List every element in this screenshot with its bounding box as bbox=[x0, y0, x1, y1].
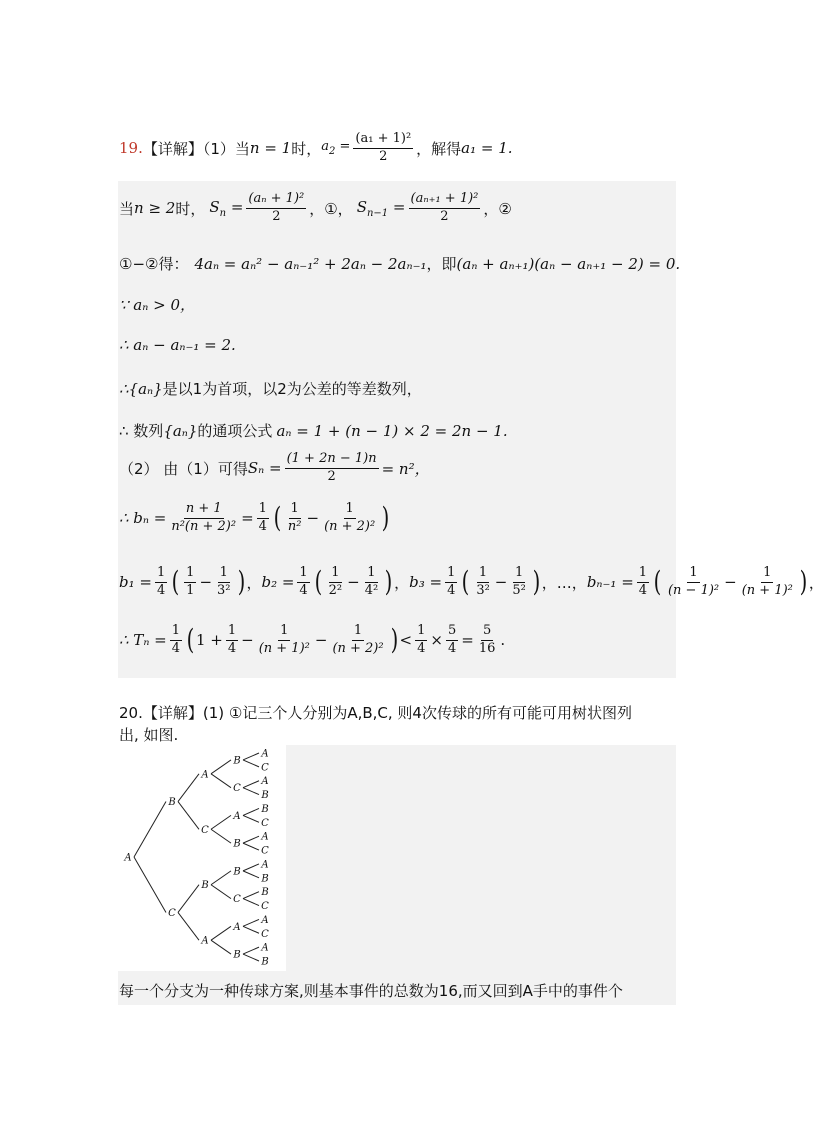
tree-branch bbox=[211, 829, 231, 843]
tree-branch bbox=[243, 899, 259, 906]
tree-branch bbox=[211, 926, 231, 940]
tree-node-label: A bbox=[261, 748, 269, 760]
p19-line-11: ∴ Tₙ = $\frac{1}{4}$ ( 1 + $\frac{1}{4}$ − $\frac{1}{\text{(n + 1)²}}$ − $\frac{1}{\text{(n + 2)²}}$ ) < $\frac{1}{4}$ × $\frac{5}{4}$ = $\frac{5}{16}$ . bbox=[119, 623, 506, 657]
tree-node-label: A bbox=[261, 942, 269, 954]
tree-branch bbox=[178, 802, 199, 830]
tree-node-label: A bbox=[201, 935, 209, 947]
a2-fraction: $\frac{\text{(a₁ + 1)²}}{2}$ bbox=[355, 131, 412, 164]
tree-branch bbox=[243, 836, 259, 843]
tree-node-label: A bbox=[124, 852, 132, 864]
tree-node-label: B bbox=[261, 873, 269, 885]
tree-node-label: B bbox=[168, 797, 176, 809]
p19-line-7: ∴ 数列 {aₙ} 的通项公式 aₙ = 1 + (n − 1) × 2 = 2n − 1. bbox=[119, 421, 508, 440]
tree-branch bbox=[243, 808, 259, 815]
tree-branch bbox=[243, 926, 259, 933]
p19-line-6: ∴{aₙ} 是以1为首项，以2为公差的等差数列， bbox=[119, 379, 422, 398]
tree-branch bbox=[243, 871, 259, 878]
tree-branch bbox=[178, 885, 199, 913]
tree-node-label: C bbox=[233, 894, 241, 906]
tree-branch bbox=[211, 774, 231, 788]
tree-node-label: A bbox=[261, 914, 269, 926]
p19-line-4: ∵ aₙ > 0， bbox=[119, 296, 195, 314]
tree-branch bbox=[134, 802, 166, 857]
tree-node-label: B bbox=[261, 790, 269, 802]
tree-branch bbox=[211, 760, 231, 774]
tree-node-label: A bbox=[261, 831, 269, 843]
tree-branch bbox=[211, 940, 231, 954]
p19-line-3: ①−②得： 4aₙ = aₙ² − aₙ₋₁² + 2aₙ − 2aₙ₋₁ ，即 (aₙ + aₙ₊₁)(aₙ − aₙ₊₁ − 2) = 0. bbox=[119, 254, 681, 273]
tree-branch bbox=[243, 954, 259, 961]
p20-line-1: 20.【详解】(1) ①记三个人分别为A,B,C, 则4次传球的所有可能可用树状图列 bbox=[119, 704, 632, 722]
tree-branch bbox=[134, 857, 166, 912]
tree-node-label: B bbox=[261, 956, 269, 968]
tree-node-label: C bbox=[201, 824, 209, 836]
tree-branch bbox=[178, 912, 199, 940]
tree-node-label: B bbox=[261, 887, 269, 899]
p20-line-2: 出, 如图. bbox=[119, 726, 179, 744]
tree-node-label: C bbox=[261, 845, 269, 857]
tree-node-label: B bbox=[233, 755, 241, 767]
tree-branch bbox=[243, 892, 259, 899]
tree-branch bbox=[243, 815, 259, 822]
tree-node-label: C bbox=[233, 783, 241, 795]
tree-node-label: A bbox=[201, 769, 209, 781]
tree-branch bbox=[211, 871, 231, 885]
tree-node-label: C bbox=[261, 817, 269, 829]
tree-branch bbox=[211, 885, 231, 899]
tree-branch bbox=[178, 774, 199, 802]
tree-branch bbox=[243, 781, 259, 788]
probability-tree-diagram bbox=[120, 745, 286, 971]
tree-branch bbox=[243, 843, 259, 850]
tree-node-label: C bbox=[168, 907, 176, 919]
p19-line-10: b₁ = $\frac{1}{4}$ ( $\frac{1}{1}$ − $\frac{1}{\text{3²}}$ ) ， b₂ = $\frac{1}{4}$ ( $\frac{1}{\text{2²}}$ − $\frac{1}{\text{4²}}$ ) ， b₃ = $\frac{1}{4}$ ( $\frac{1}{\text{3²}}$ − $\frac{1}{\text{5²}}$ ) ，…， bₙ₋₁ = $\frac{1}{4}$ ( $\frac{1}{\text{(n − 1)²}}$ − $\frac{1}{\text{(n + 1)²}}$ ) ， bbox=[119, 565, 824, 599]
tree-node-label: A bbox=[261, 776, 269, 788]
sn-fraction: $\frac{\text{(aₙ + 1)²}}{2}$ bbox=[248, 191, 305, 224]
tree-branch bbox=[243, 864, 259, 871]
tree-shade bbox=[286, 745, 676, 971]
tree-node-label: C bbox=[261, 901, 269, 913]
tree-branch bbox=[243, 947, 259, 954]
tree-node-label: B bbox=[233, 838, 241, 850]
tree-branch bbox=[243, 919, 259, 926]
tree-node-label: A bbox=[261, 859, 269, 871]
tree-node-label: C bbox=[261, 762, 269, 774]
p19-line-1: 19. 【详解】（1）当 n = 1 时， $a_2$ = $\frac{\text{(a₁ + 1)²}}{2}$ ，解得 a₁ = 1. bbox=[119, 131, 513, 164]
tree-node-label: A bbox=[233, 810, 241, 822]
sn1-fraction: $\frac{\text{(aₙ₊₁ + 1)²}}{2}$ bbox=[410, 191, 479, 224]
tree-node-label: B bbox=[261, 803, 269, 815]
p19-line-9: ∴ bₙ = $\frac{n + 1}{\text{n²(n + 2)²}}$ = $\frac{1}{4}$ ( $\frac{1}{\text{n²}}$ − $\frac{1}{\text{(n + 2)²}}$ ) bbox=[119, 501, 390, 535]
tree-branch bbox=[243, 760, 259, 767]
p20-line-3: 每一个分支为一种传球方案,则基本事件的总数为16,而又回到A手中的事件个 bbox=[119, 982, 623, 1000]
tree-branch bbox=[243, 753, 259, 760]
tree-branch bbox=[211, 815, 231, 829]
p19-line-8: （2） 由（1）可得 Sₙ = $\frac{(1 + 2n - 1)n}{2}$ = n²， bbox=[119, 451, 430, 484]
tree-branch bbox=[243, 788, 259, 795]
p19-line-2: 当 n ≥ 2 时， $S_n$ = $\frac{\text{(aₙ + 1)²}}{2}$ ，①， $S_{n-1}$ = $\frac{\text{(aₙ₊₁ + 1)²}}{2}$ ，② bbox=[119, 191, 512, 224]
tree-node-label: B bbox=[233, 949, 241, 961]
tree-node-label: A bbox=[233, 921, 241, 933]
tree-node-label: B bbox=[201, 880, 209, 892]
tree-node-label: B bbox=[233, 866, 241, 878]
tree-node-label: C bbox=[261, 928, 269, 940]
p19-line-5: ∴ aₙ − aₙ₋₁ = 2. bbox=[119, 336, 236, 354]
problem-number-19: 19. bbox=[119, 139, 143, 158]
